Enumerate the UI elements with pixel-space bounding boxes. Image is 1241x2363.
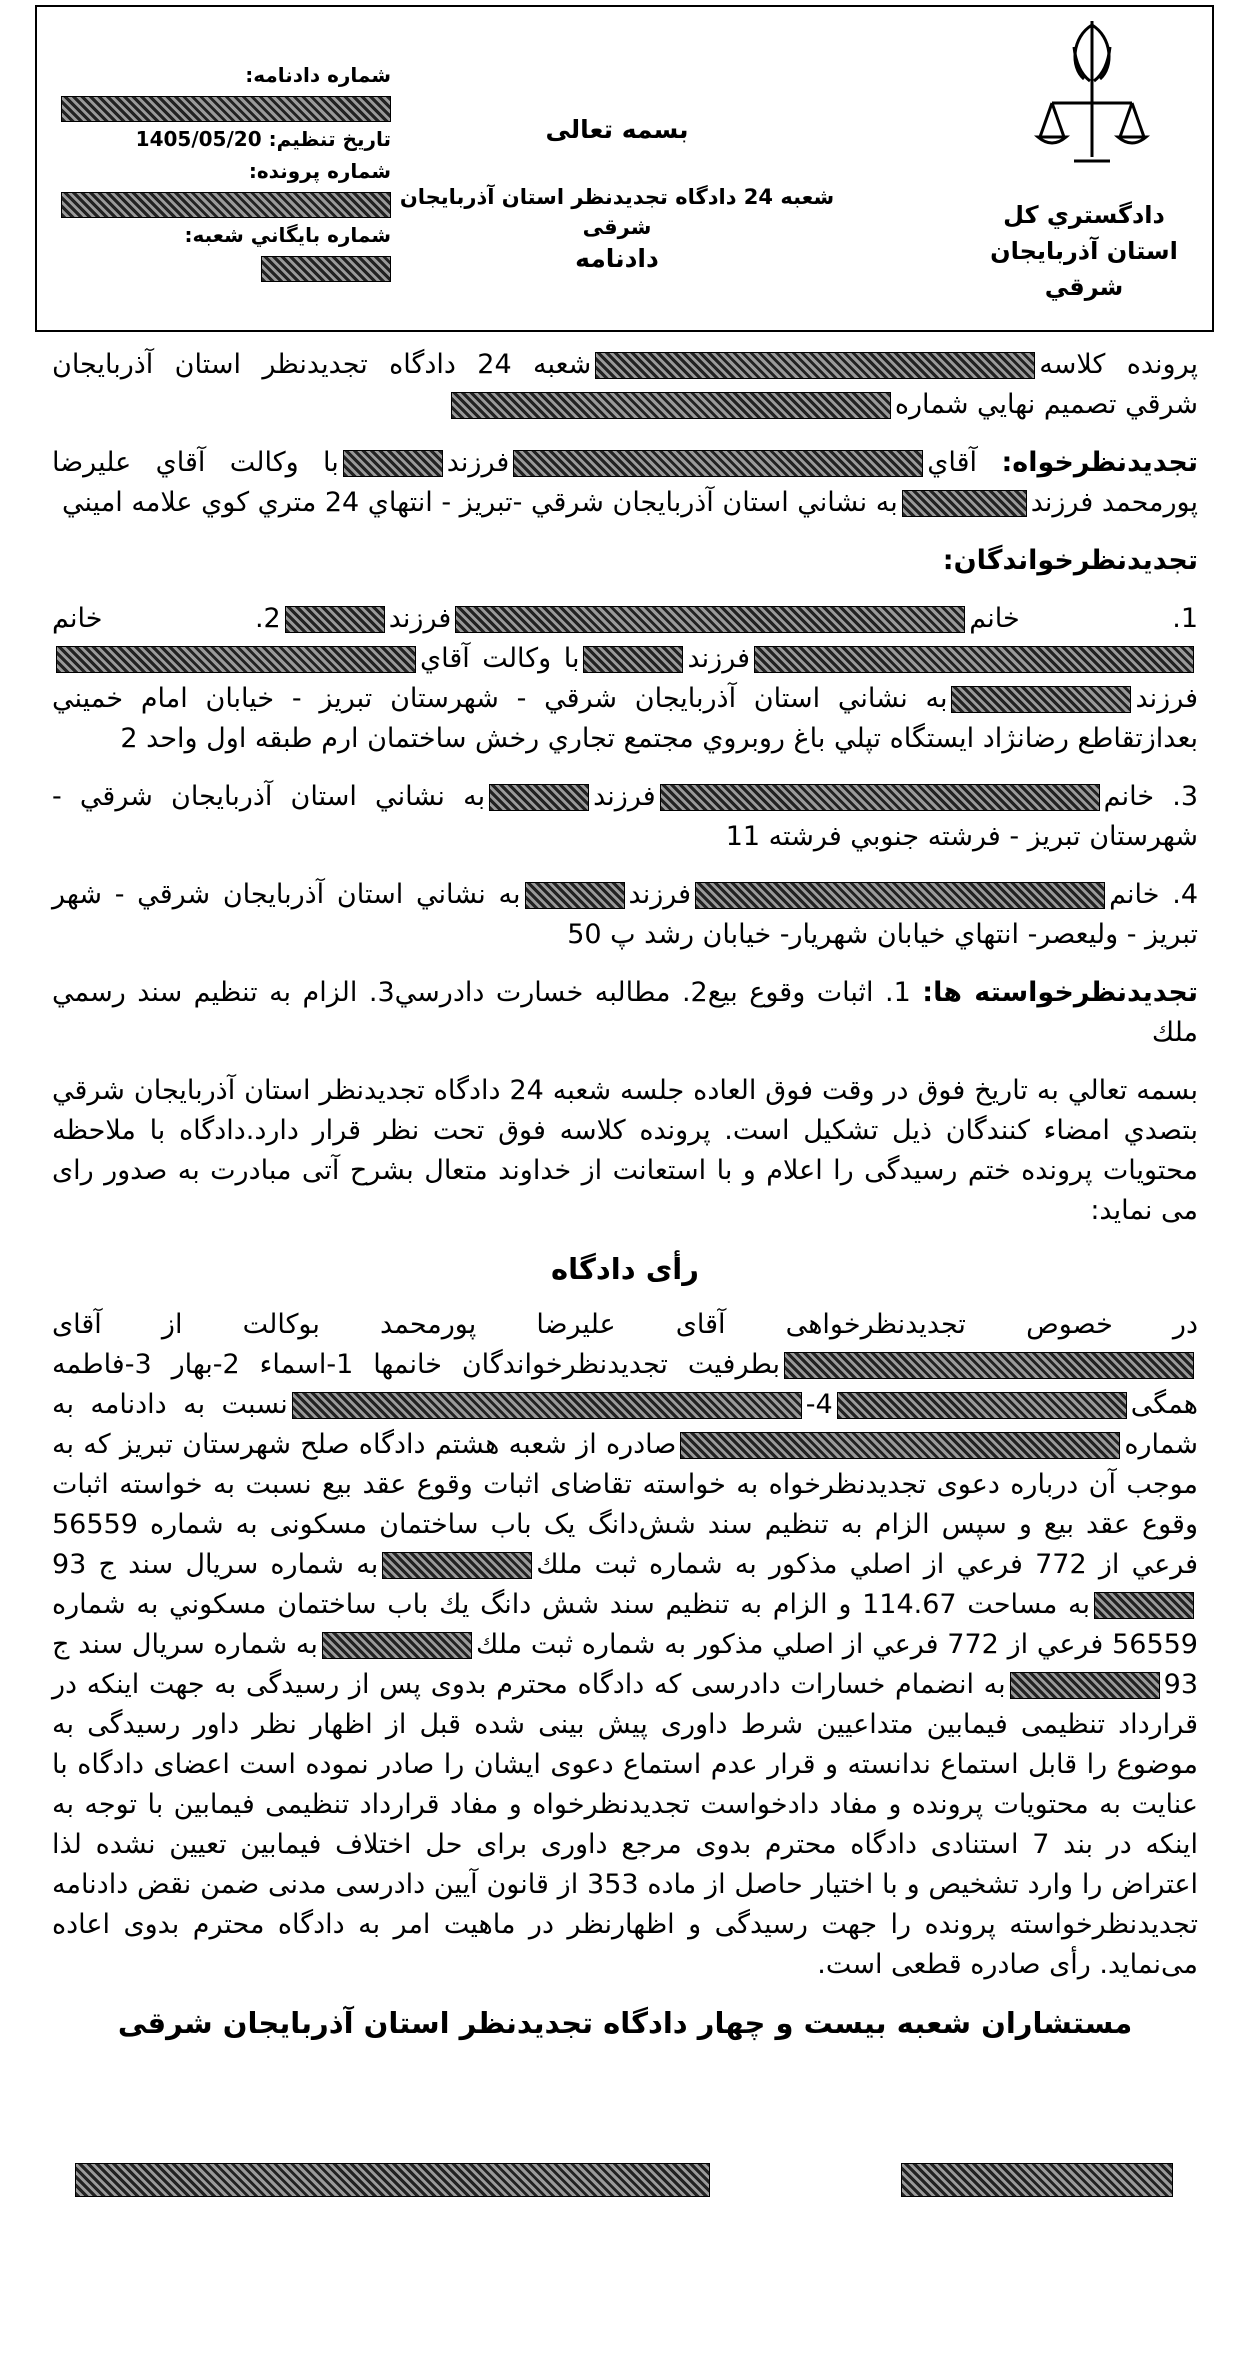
ruling-text: به شماره سريال سند ج 93: [52, 1629, 1198, 1700]
archive-number-label: شماره بايگاني شعبه:: [184, 223, 391, 247]
iran-emblem-icon: [1032, 17, 1152, 177]
claims-label: تجديدنظرخواسته ها:: [922, 977, 1198, 1008]
redacted-name: [292, 1392, 802, 1419]
redacted-name: [455, 606, 965, 633]
appellant-text: فرزند: [446, 447, 510, 478]
bismillah-heading: بسمه تعالی: [545, 115, 689, 144]
respondent-text: 3. خانم: [1103, 781, 1198, 812]
date-label: تاريخ تنظيم:: [268, 127, 391, 151]
redacted-signature: [75, 2163, 710, 2197]
case-ref-text: پرونده كلاسه: [1039, 349, 1198, 380]
redacted-verdict-number: [61, 96, 391, 122]
redacted-serial-number: [1094, 1592, 1194, 1619]
advisors-title: مستشاران شعبه بیست و چهار دادگاه تجدیدنظر استان آذربایجان شرقی: [117, 2006, 1133, 2040]
header-center: [397, 115, 837, 276]
respondent-text: 1. خانم: [969, 603, 1198, 634]
signature-row: [0, 2163, 1241, 2203]
ruling-text: در خصوص تجدیدنظرخواهی آقای علیرضا پورمحمد بوکالت از آقای: [52, 1309, 1198, 1340]
redacted-verdict-number: [680, 1432, 1120, 1459]
respondent-text: فرزند: [1135, 683, 1198, 714]
session-paragraph: بسمه تعالي به تاريخ فوق در وقت فوق العاده جلسه شعبه 24 دادگاه تجديدنظر استان آذربايجان شرقي بتصدي امضاء كنندگان ذيل تشكيل است. پرونده كلاسه فوق تحت نظر قرار دارد.دادگاه با ملاحظه محتويات پرونده ختم رسيدگی را اعلام و با استعانت از خداوند متعال بشرح آتی مبادرت به صدور رای می نماید:: [52, 1075, 1198, 1226]
document-body: [52, 345, 1198, 2043]
respondent-text: با وكالت آقاي: [420, 643, 580, 674]
redacted-name: [660, 784, 1100, 811]
respondent-address: به نشاني استان آذربايجان شرقي - شهرستان تبريز - خيابان امام خميني بعدازتقاطع رضانژاد ايستگاه تپلي باغ روبروي مجتمع تجاري رخش ساختمان ارم طبقه اول واحد 2: [52, 683, 1198, 754]
respondent-text: 4. خانم: [1109, 879, 1198, 910]
court-name: دادگستري كل استان آذربايجان شرقي: [990, 201, 1178, 301]
claims-paragraph: [52, 973, 1198, 1053]
redacted-name: [695, 882, 1105, 909]
respondent-address: به نشاني استان آذربايجان شرقي - شهرستان تبريز - فرشته جنوبي فرشته 11: [52, 781, 1198, 852]
case-number-label: شماره پرونده:: [248, 159, 391, 183]
redacted-registration-number: [382, 1552, 532, 1579]
redacted-name: [285, 606, 385, 633]
redacted-registration-number: [322, 1632, 472, 1659]
appellant-address: به نشاني استان آذربايجان شرقي -تبریز - انتهاي 24 متري كوي علامه اميني: [62, 487, 898, 518]
redacted-case-number: [61, 192, 391, 218]
respondent-address: به نشاني استان آذربايجان شرقي - شهر تبريز - وليعصر- انتهاي خيابان شهريار- خيابان رشد پ 50: [52, 879, 1198, 950]
respondent-text: 2. خانم: [52, 603, 281, 634]
appellant-label: تجديدنظرخواه:: [1001, 447, 1198, 478]
redacted-name: [489, 784, 589, 811]
ruling-text: نسبت به دادنامه به شماره: [52, 1389, 1198, 1460]
respondent-text: فرزند: [628, 879, 692, 910]
respondent-1-2: [52, 599, 1198, 759]
date-row: [53, 123, 391, 155]
respondent-text: فرزند: [593, 781, 656, 812]
claims-text: 1. اثبات وقوع بيع2. مطالبه خسارت دادرسي3. الزام به تنظيم سند رسمي ملك: [52, 977, 1198, 1048]
case-reference: [52, 345, 1198, 425]
ruling-title: رأی دادگاه: [551, 1252, 699, 1286]
redacted-signature: [901, 2163, 1173, 2197]
ruling-text: صادره از شعبه هشتم دادگاه صلح شهرستان تبریز که به موجب آن درباره دعوی تجدیدنظرخواه به خواسته تقاضای اثبات وقوع عقد بیع نسبت به خواسته اثبات وقوع عقد بیع و سپس الزام به تنظیم سند شش‌دانگ یک باب ساختمان مسکونی به شماره 56559 فرعي از 772 فرعي از اصلي مذكور به شماره ثبت ملك: [52, 1429, 1199, 1580]
redacted-decision-number: [451, 392, 891, 419]
ruling-text: به انضمام خسارات دادرسی که دادگاه محترم بدوی پس از رسیدگی به جهت اینکه در قرارداد تنظیمی فیمابین متداعیین شرط داوری پیش بینی شده قبل از اظهار نظر داور رسیدگی به موضوع را قابل استماع ندانسته و قرار عدم استماع دعوی ایشان را صادر نموده است اعضای دادگاه با عنایت به محتویات پرونده و مفاد دادخواست تجدیدنظرخواه و مفاد قرارداد تنظیمی فیمابین با توجه به اینکه در بند 7 استنادی دادگاه محترم بدوی مرجع داوری برای حل اختلاف فیمابین تعیین نشده لذا اعتراض را وارد تشخیص و با اختیار حاصل از ماده 353 از قانون آیین دادرسی مدنی ضمن نقض دادنامه تجدیدنظرخواسته پرونده را جهت رسیدگی و اظهارنظر در ماهیت امر به دادگاه محترم بدوی اعاده می‌نماید. رأی صادره قطعی است.: [52, 1669, 1199, 1980]
ruling-text: به شماره سريال سند ج 93: [52, 1549, 379, 1580]
redacted-name: [837, 1392, 1127, 1419]
redacted-archive-number: [261, 256, 391, 282]
verdict-number-label: شماره دادنامه:: [245, 63, 391, 87]
redacted-name: [343, 450, 443, 477]
document-header: [35, 5, 1214, 332]
redacted-name: [583, 646, 683, 673]
respondent-text: فرزند: [388, 603, 452, 634]
document-type: دادنامه: [575, 244, 659, 273]
ruling-text: 4-: [805, 1389, 833, 1420]
redacted-case-class: [595, 352, 1035, 379]
respondent-3: [52, 777, 1198, 857]
ruling-text: بطرفیت تجدیدنظرخواندگان خانمها 1-اسماء 2-بهار 3-فاطمه همگی: [52, 1349, 1198, 1420]
redacted-serial-number: [1010, 1672, 1160, 1699]
redacted-name: [513, 450, 923, 477]
redacted-name: [951, 686, 1131, 713]
redacted-name: [525, 882, 625, 909]
appellant-text: با وكالت آقاي علیرضا پورمحمد فرزند: [52, 447, 1198, 518]
redacted-name: [754, 646, 1194, 673]
ruling-text: به مساحت 114.67 و الزام به تنظیم سند شش دانگ يك باب ساختمان مسكوني به شماره 56559 فرعي از 772 فرعي از اصلي مذكور به شماره ثبت ملك: [52, 1589, 1198, 1660]
redacted-name: [902, 490, 1027, 517]
case-info: [53, 59, 391, 283]
case-ref-text-2: شعبه 24 دادگاه تجديدنظر استان آذربايجان شرقي تصميم نهايي شماره: [52, 349, 1198, 420]
respondent-4: [52, 875, 1198, 955]
appellant-paragraph: [52, 443, 1198, 523]
respondents-label: تجديدنظرخواندگان:: [942, 545, 1198, 576]
branch-title: شعبه 24 دادگاه تجدیدنظر استان آذربایجان شرقی: [399, 185, 835, 239]
date-value: 1405/05/20: [135, 127, 262, 151]
redacted-name: [56, 646, 416, 673]
redacted-name: [784, 1352, 1194, 1379]
respondent-text: فرزند: [687, 643, 750, 674]
appellant-text: آقاي: [927, 447, 978, 478]
ruling-paragraph: [52, 1305, 1198, 1985]
